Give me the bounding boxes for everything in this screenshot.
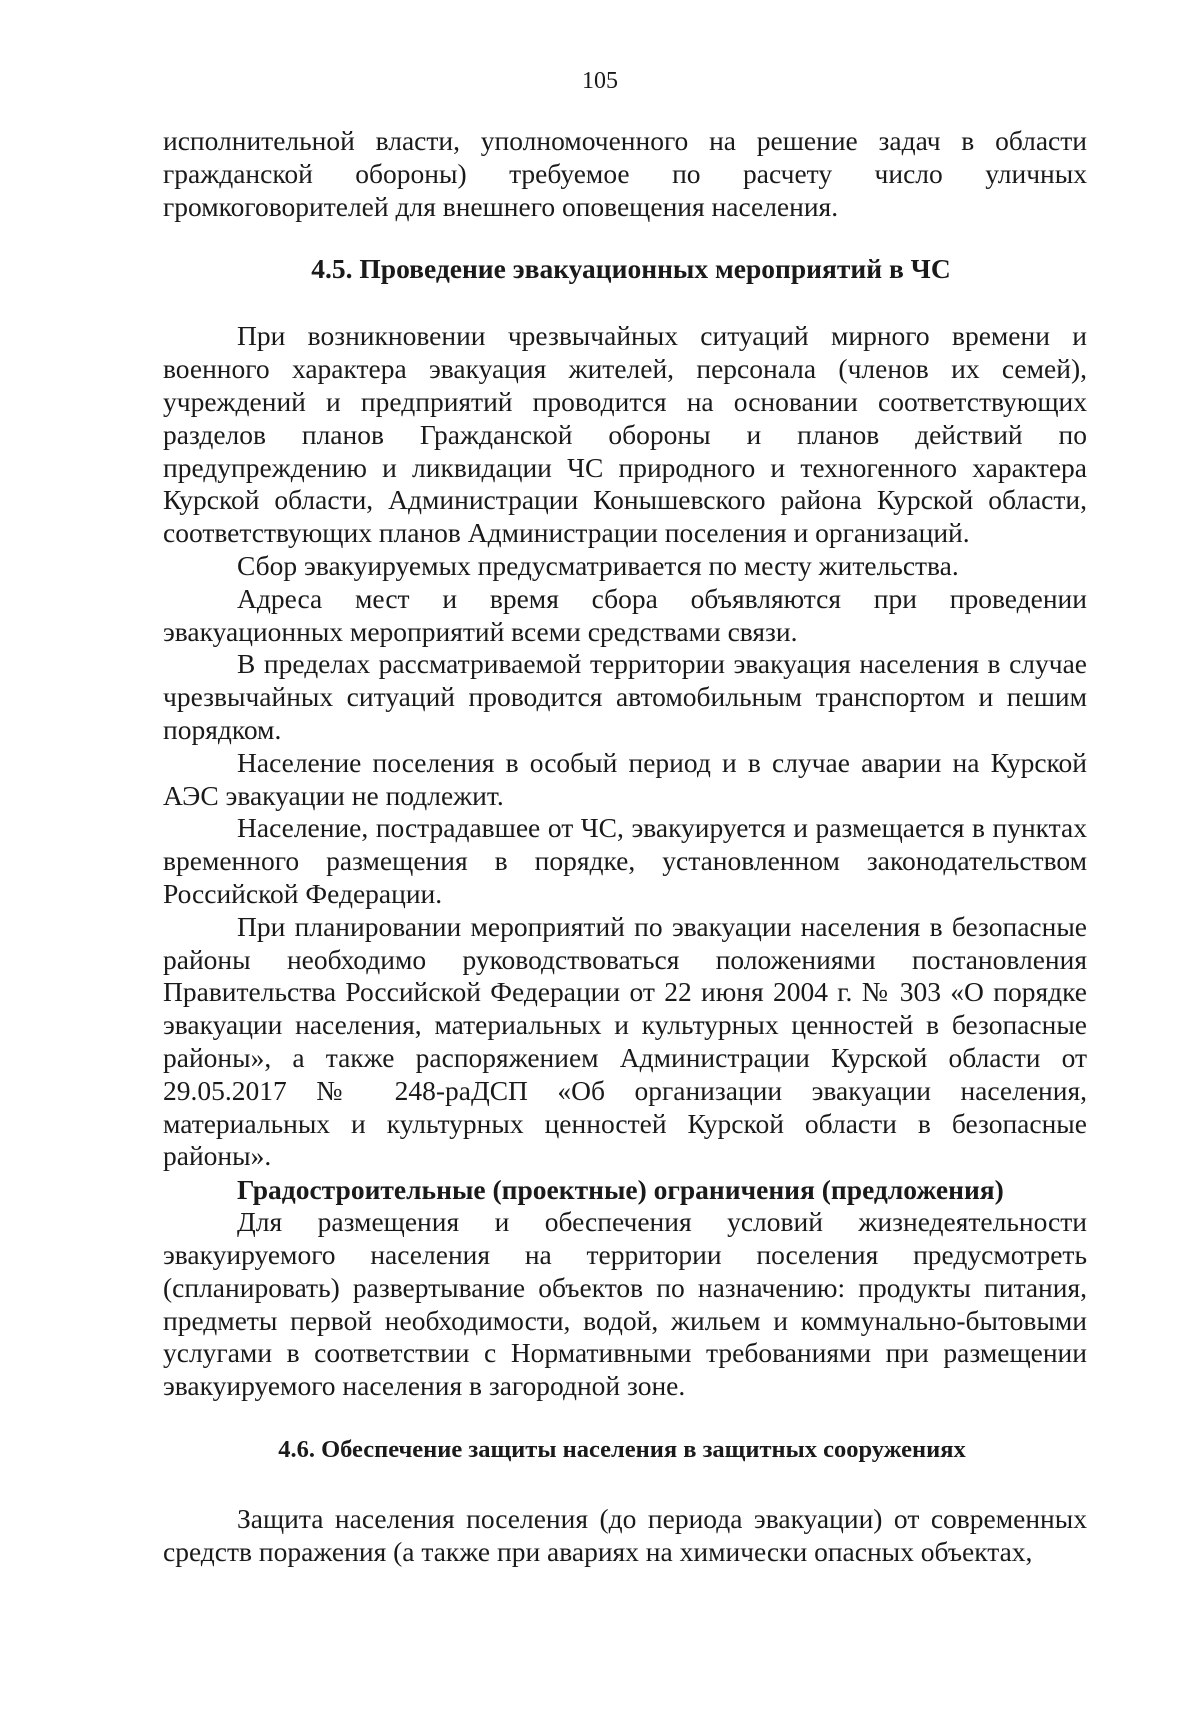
section-4-5-paragraph-4: В пределах рассматриваемой территории эвакуация населения в случае чрезвычайных ситуаций проводится автомобильным транспортом и пешим порядком.: [163, 648, 1087, 745]
section-4-5-paragraph-6: Население, пострадавшее от ЧС, эвакуируется и размещается в пунктах временного размещения в порядке, установленном законодательством Российской Федерации.: [163, 812, 1087, 909]
section-4-5-paragraph-5: Население поселения в особый период и в случае аварии на Курской АЭС эвакуации не подлежит.: [163, 746, 1087, 811]
section-4-5-heading: 4.5. Проведение эвакуационных мероприятий в ЧС: [311, 253, 951, 285]
planning-restrictions-paragraph: Для размещения и обеспечения условий жизнедеятельности эвакуируемого населения на территории поселения предусмотреть (спланировать) развертывание объектов по назначению: продукты питания, предметы первой необходимости, водой, жильем и коммунально-бытовыми услугами в соответствии с Нормативными требованиями при размещении эвакуируемого населения в загородной зоне.: [163, 1206, 1087, 1402]
page-number: 105: [582, 68, 618, 94]
section-4-6-paragraph: Защита населения поселения (до периода эвакуации) от современных средств поражения (а также при авариях на химически опасных объектах,: [163, 1502, 1087, 1567]
section-4-6-heading: 4.6. Обеспечение защиты населения в защитных сооружениях: [278, 1435, 966, 1463]
section-4-5-paragraph-1: При возникновении чрезвычайных ситуаций мирного времени и военного характера эвакуация жителей, персонала (членов их семей), учреждений и предприятий проводится на основании соответствующих разделов планов Гражданской обороны и планов действий по предупреждению и ликвидации ЧС природного и техногенного характера Курской области, Администрации Конышевского района Курской области, соответствующих планов Администрации поселения и организаций.: [163, 320, 1087, 549]
planning-restrictions-subheading: Градостроительные (проектные) ограничения (предложения): [237, 1174, 1004, 1206]
continued-paragraph: исполнительной власти, уполномоченного на решение задач в области гражданской обороны) требуемое по расчету число уличных громкоговорителей для внешнего оповещения населения.: [163, 125, 1087, 222]
section-4-5-paragraph-2: Сбор эвакуируемых предусматривается по месту жительства.: [237, 549, 959, 581]
page-content: [163, 125, 1087, 1568]
section-4-5-paragraph-7: При планировании мероприятий по эвакуации населения в безопасные районы необходимо руководствоваться положениями постановления Правительства Российской Федерации от 22 июня 2004 г. № 303 «О порядке эвакуации населения, материальных и культурных ценностей в безопасные районы», а также распоряжением Администрации Курской области от 29.05.2017 № 248-раДСП «Об организации эвакуации населения, материальных и культурных ценностей Курской области в безопасные районы».: [163, 910, 1087, 1172]
section-4-5-paragraph-3: Адреса мест и время сбора объявляются при проведении эвакуационных мероприятий всеми средствами связи.: [163, 582, 1087, 647]
